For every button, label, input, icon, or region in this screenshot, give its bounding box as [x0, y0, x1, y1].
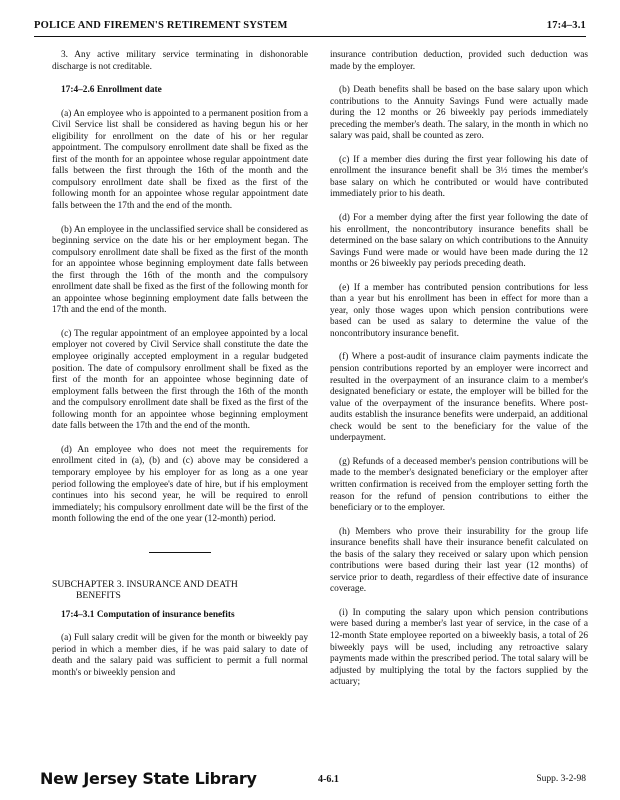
- page-footer: [40, 769, 586, 792]
- paragraph-insurance-c: (c) If a member dies during the first year following his date of enrollment the insurance benefit shall be 3½ times the member's base salary on which he contributed or would have contributed immediately prior to his death.: [330, 154, 588, 200]
- subchapter-heading-line2: BENEFITS: [76, 590, 121, 602]
- library-stamp: New Jersey State Library: [40, 769, 257, 788]
- paragraph-insurance-a: (a) Full salary credit will be given for the month or biweekly pay period in which a member dies, if he was paid salary to date of death and the salary paid was sufficient to permit a full normal month's or biweekly pension and: [52, 633, 308, 678]
- subchapter-heading: [52, 579, 308, 602]
- paragraph-enrollment-c: (c) The regular appointment of an employee appointed by a local employer not covered by Civil Service shall constitute the date the employee originally accepted employment in a regular budgeted position. The date of compulsory enrollment shall be fixed as the first of the month for an appointee whose beginning date of employment falls between the first through the 16th of the month and the compulsory enrollment date shall be fixed as the first of the following month for an appointee whose beginning employment date falls between the 17th and the end of the month.: [52, 328, 308, 432]
- paragraph-insurance-d: (d) For a member dying after the first year following the date of his enrollment, the noncontributory insurance benefits shall be determined on the base salary on which contributions to the Annuity Savings Fund were made or would have been made during the 12 months or 26 biweekly pay periods preceding death.: [330, 213, 588, 270]
- paragraph-military-service: 3. Any active military service terminating in dishonorable discharge is not creditable.: [52, 50, 308, 72]
- paragraph-insurance-h: (h) Members who prove their insurability for the group life insurance benefits shall have their insurance benefit calculated on the basis of the salary they received or salary upon which pension contributions were based during their last year (12 months) of service prior to death, regardless of their effective date of insurance coverage.: [330, 526, 588, 595]
- right-column: [330, 50, 588, 701]
- subchapter-heading-line1: SUBCHAPTER 3. INSURANCE AND DEATH: [52, 578, 238, 590]
- paragraph-enrollment-d: (d) An employee who does not meet the requirements for enrollment cited in (a), (b) and (c) above may be considered a temporary employee by his employer for as long as a one year period following the employee's date of hire, but if his employment continues into his second year, he will be required to enroll immediately; his compulsory enrollment date will be the first of the month following the end of the one year (12-month) period.: [52, 444, 308, 525]
- paragraph-insurance-a-continued: insurance contribution deduction, provided such deduction was made by the employer.: [330, 50, 588, 72]
- paragraph-insurance-i: (i) In computing the salary upon which pension contributions were based during a member's last year of service, in the case of a 12-month State employee reported on a biweekly basis, a total of 26 biweekly pays will be used, including any retroactive salary payments made within the prescribed period. The total salary will be adjusted by multiplying the total by the factors supplied by the actuary;: [330, 607, 588, 688]
- paragraph-insurance-f: (f) Where a post-audit of insurance claim payments indicate the pension contributions reported by an employer were incorrect and resulted in the overpayment of an insurance claim to a member's designated beneficiary or estate, the employer will be billed for the value of the overpayment of the insurance benefits. Where post-audits establish the insurance benefits were underpaid, an additional check would be sent to the beneficiary for the value of the underpayment.: [330, 352, 588, 444]
- header-title: POLICE AND FIREMEN'S RETIREMENT SYSTEM: [34, 20, 288, 31]
- header-rule: [34, 36, 586, 37]
- paragraph-insurance-g: (g) Refunds of a deceased member's pension contributions will be made to the member's designated beneficiary or the employer after written confirmation is received from the employer setting forth the reason for the refund of pension contributions to either the beneficiary or to the employer.: [330, 456, 588, 514]
- header-section-number: 17:4–3.1: [546, 20, 586, 31]
- paragraph-enrollment-b: (b) An employee in the unclassified service shall be considered as beginning service on the date his or her employment began. The compulsory enrollment date shall be fixed as the first of the month for an appointee whose beginning employment date falls between the first through the 16th of the month and the compulsory enrollment date shall be fixed as the first of the following month for an appointee whose beginning employment date falls between the 17th and the end of the month.: [52, 224, 308, 316]
- page-number: 4-6.1: [318, 774, 339, 785]
- paragraph-insurance-b: (b) Death benefits shall be based on the base salary upon which contributions to the Annuity Savings Fund were actually made during the 12 months or 26 biweekly pay periods immediately preceding the member's death. The salary, in the month in which no salary was paid, shall be counted as zero.: [330, 85, 588, 142]
- supplement-date: Supp. 3-2-98: [536, 774, 586, 784]
- left-column: [52, 50, 308, 691]
- section-heading-enrollment-date: 17:4–2.6 Enrollment date: [61, 85, 162, 96]
- paragraph-insurance-e: (e) If a member has contributed pension contributions for less than a year but his enrollment has been in effect for more than a year, only those wages upon which pension contributions were based can be used as salary to determine the value of the noncontributory insurance benefit.: [330, 282, 588, 339]
- running-header: [34, 20, 586, 36]
- section-heading-insurance-benefits: 17:4–3.1 Computation of insurance benefits: [61, 609, 235, 620]
- section-separator: [149, 552, 211, 553]
- paragraph-enrollment-a: (a) An employee who is appointed to a permanent position from a Civil Service list shall be considered as having begun his or her eligibility for enrollment on the date of his or her regular appointment. The compulsory enrollment date shall be fixed as the first of the month for an appointee whose regular appointment date falls between the first through the 16th of the month and the compulsory enrollment date shall be fixed as the first of the following month for an appointee whose regular appointment date falls between the 17th and the end of the month.: [52, 108, 308, 212]
